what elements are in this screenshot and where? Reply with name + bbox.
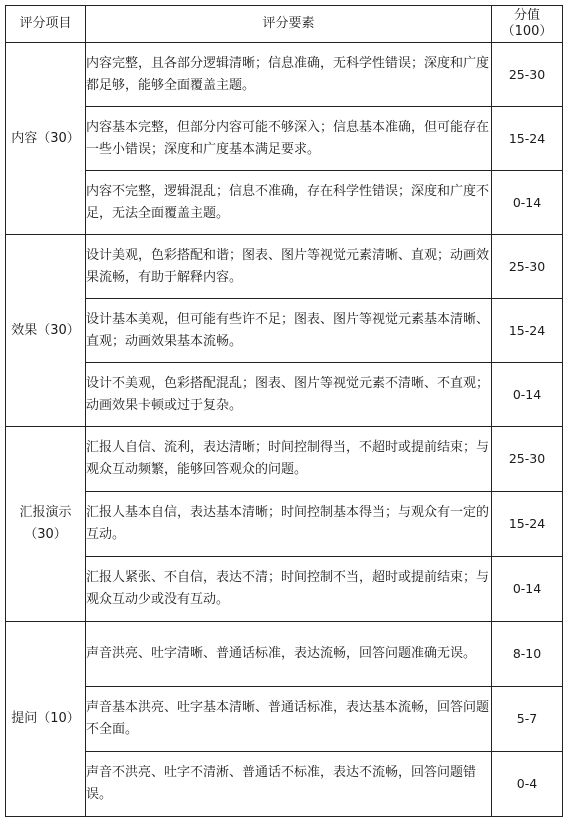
criteria-cell: 设计基本美观，但可能有些许不足；图表、图片等视觉元素基本清晰、直观；动画效果基本流畅。 [86, 299, 492, 363]
section-name-line: 汇报演示 [19, 505, 72, 520]
table-row [6, 171, 563, 235]
section-name-points: （30） [24, 527, 67, 542]
score-cell: 25-30 [492, 235, 563, 299]
section-name-effect [6, 235, 86, 427]
section-name-content [6, 43, 86, 235]
criteria-cell: 内容基本完整，但部分内容可能不够深入；信息基本准确，但可能存在一些小错误；深度和广度基本满足要求。 [86, 107, 492, 171]
criteria-cell: 汇报人基本自信，表达基本清晰；时间控制基本得当；与观众有一定的互动。 [86, 492, 492, 557]
section-name-line: 内容（30） [11, 130, 80, 146]
criteria-cell: 汇报人紧张、不自信，表达不清；时间控制不当，超时或提前结束；与观众互动少或没有互动。 [86, 557, 492, 622]
criteria-cell: 声音基本洪亮、吐字基本清晰、普通话标准，表达基本流畅，回答问题不全面。 [86, 687, 492, 752]
header-item: 评分项目 [6, 6, 86, 43]
header-score-label: 分值 [513, 8, 540, 23]
criteria-cell: 内容不完整，逻辑混乱；信息不准确，存在科学性错误；深度和广度不足，无法全面覆盖主题。 [86, 171, 492, 235]
table-row [6, 557, 563, 622]
score-cell: 15-24 [492, 492, 563, 557]
section-name-presentation [6, 427, 86, 622]
section-name-questions [6, 622, 86, 817]
table-row [6, 299, 563, 363]
header-score [492, 6, 563, 43]
criteria-cell: 声音洪亮、吐字清晰、普通话标准，表达流畅，回答问题准确无误。 [86, 622, 492, 687]
header-row [6, 6, 563, 43]
scoring-rubric-table [5, 5, 563, 817]
criteria-cell: 声音不洪亮、吐字不清淅、普通话不标准，表达不流畅，回答问题错误。 [86, 752, 492, 817]
criteria-cell: 设计美观，色彩搭配和谐；图表、图片等视觉元素清晰、直观；动画效果流畅，有助于解释内容。 [86, 235, 492, 299]
score-cell: 25-30 [492, 43, 563, 107]
table-row [6, 622, 563, 687]
score-cell: 0-14 [492, 557, 563, 622]
table-row [6, 363, 563, 427]
score-cell: 0-14 [492, 363, 563, 427]
header-score-total: （100） [501, 24, 553, 39]
table-row [6, 43, 563, 107]
section-name-line: 提问（10） [11, 711, 80, 726]
score-cell: 25-30 [492, 427, 563, 492]
section-name-line: 效果（30） [11, 322, 80, 338]
criteria-cell: 汇报人自信、流利，表达清晰；时间控制得当，不超时或提前结束；与观众互动频繁，能够回答观众的问题。 [86, 427, 492, 492]
score-cell: 0-4 [492, 752, 563, 817]
score-cell: 15-24 [492, 299, 563, 363]
criteria-cell: 内容完整，且各部分逻辑清晰；信息准确，无科学性错误；深度和广度都足够，能够全面覆盖主题。 [86, 43, 492, 107]
table-row [6, 752, 563, 817]
score-cell: 15-24 [492, 107, 563, 171]
table-row [6, 427, 563, 492]
score-cell: 0-14 [492, 171, 563, 235]
score-cell: 8-10 [492, 622, 563, 687]
table-row [6, 687, 563, 752]
table-row [6, 235, 563, 299]
header-criteria: 评分要素 [86, 6, 492, 43]
criteria-cell: 设计不美观，色彩搭配混乱；图表、图片等视觉元素不清晰、不直观；动画效果卡顿或过于复杂。 [86, 363, 492, 427]
table-row [6, 492, 563, 557]
table-row [6, 107, 563, 171]
score-cell: 5-7 [492, 687, 563, 752]
